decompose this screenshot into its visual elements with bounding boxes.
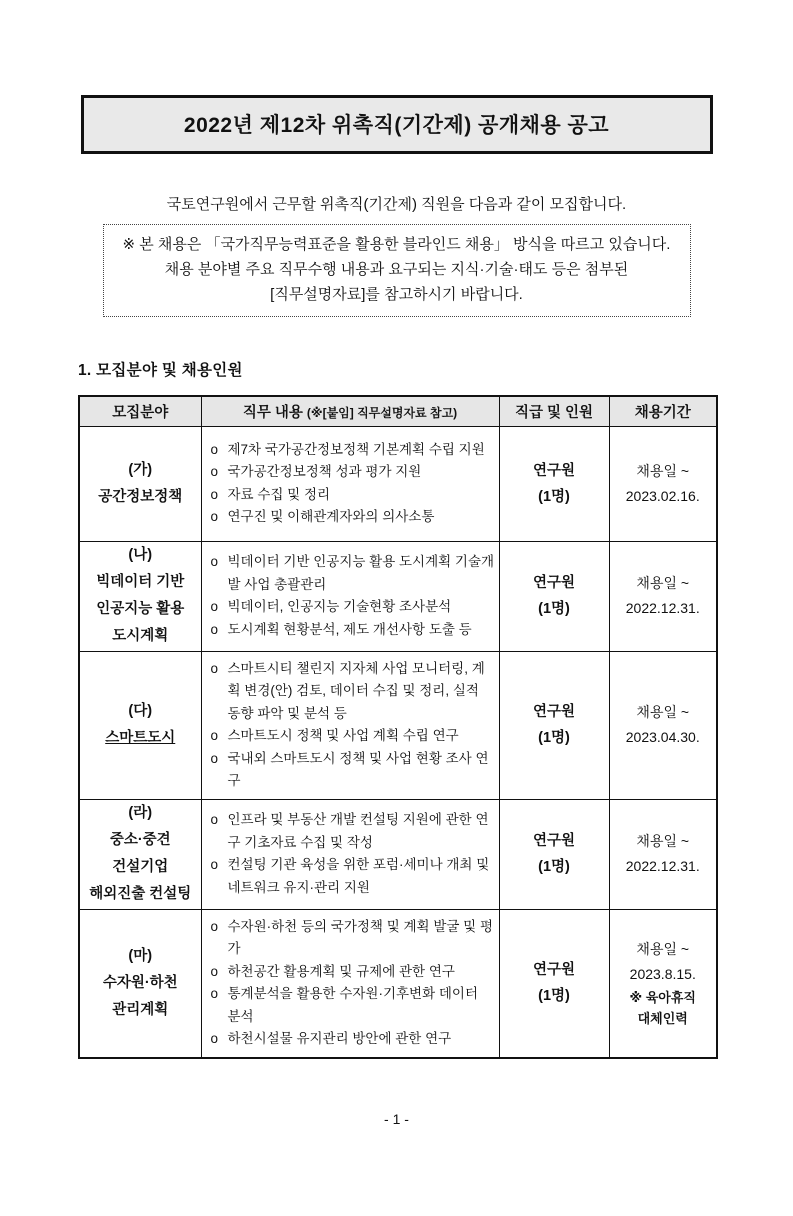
grade-line: 연구원 (532, 575, 576, 591)
period-line: 채용일 ~ (636, 941, 690, 957)
table-row (79, 541, 717, 651)
bullet-marker: o (210, 857, 219, 872)
bullet-marker: o (210, 554, 219, 569)
document-page (0, 95, 793, 1216)
field-cell (79, 799, 201, 909)
header-field: 모집분야 (79, 396, 201, 426)
notice-line: ※ 본 채용은 「국가직무능력표준을 활용한 블라인드 채용」 방식을 따르고 있습니다. (122, 236, 671, 253)
duty-item (211, 854, 495, 899)
bullet-marker: o (210, 918, 219, 934)
duty-item (211, 658, 495, 726)
bullet-marker: o (210, 486, 219, 502)
field-cell (79, 541, 201, 651)
grade-cell (499, 909, 609, 1058)
bullet-marker: o (210, 986, 219, 1001)
period-cell (609, 426, 717, 541)
grade-line: (1명) (538, 730, 570, 746)
recruitment-table (78, 395, 718, 1059)
period-line: 2023.02.16. (625, 487, 700, 504)
bullet-marker: o (210, 441, 219, 457)
duty-text: 국내외 스마트도시 정책 및 사업 현황 조사 연구 (227, 750, 489, 788)
page-number: - 1 - (384, 1110, 409, 1127)
bullet-marker: o (210, 621, 219, 637)
duties-cell (201, 799, 499, 909)
duty-text: 제7차 국가공간정보정책 기본계획 수립 지원 (227, 441, 485, 457)
grade-line: (1명) (538, 988, 570, 1004)
duties-cell (201, 426, 499, 541)
duty-text: 도시계획 현황분석, 제도 개선사항 도출 등 (227, 621, 472, 637)
period-cell (609, 541, 717, 651)
field-line: (나) (128, 547, 153, 563)
grade-cell (499, 799, 609, 909)
duty-text: 연구진 및 이해관계자와의 의사소통 (227, 509, 435, 524)
field-line: 관리계획 (112, 1001, 169, 1018)
header-period: 채용기간 (609, 396, 717, 426)
notice-line: 채용 분야별 주요 직무수행 내용과 요구되는 지식·기술·태도 등은 첨부된 (164, 261, 629, 278)
grade-line: 연구원 (532, 833, 576, 849)
grade-cell (499, 541, 609, 651)
table-row (79, 799, 717, 909)
duty-text: 스마트시티 챌린지 지자체 사업 모니터링, 계획 변경(안) 검토, 데이터 수집 및 정리, 실적 동향 파악 및 분석 등 (227, 660, 485, 721)
duty-text: 빅데이터, 인공지능 기술현황 조사분석 (227, 599, 452, 614)
duty-item (211, 551, 495, 596)
intro-sentence: 국토연구원에서 근무할 위촉직(기간제) 직원을 다음과 같이 모집합니다. (166, 196, 627, 213)
duty-item (211, 596, 495, 619)
duty-text: 컨설팅 기관 육성을 위한 포럼·세미나 개최 및 네트워크 유지·관리 지원 (227, 857, 490, 895)
field-line: (마) (128, 947, 153, 964)
field-cell (79, 909, 201, 1058)
duty-text: 통계분석을 활용한 수자원·기후변화 데이터 분석 (227, 986, 478, 1024)
period-cell (609, 799, 717, 909)
duty-item (211, 1028, 495, 1051)
period-line: 2023.04.30. (625, 729, 700, 745)
field-line: 인공지능 활용 (96, 601, 185, 617)
field-cell (79, 426, 201, 541)
period-line: ※ 육아휴직 (629, 990, 696, 1005)
duty-item (211, 484, 495, 507)
grade-cell (499, 651, 609, 799)
period-line: 2022.12.31. (625, 858, 700, 874)
period-cell (609, 909, 717, 1058)
period-line: 채용일 ~ (636, 833, 690, 849)
duties-cell (201, 909, 499, 1058)
page-title: 2022년 제12차 위촉직(기간제) 공개채용 공고 (183, 114, 610, 137)
grade-line: (1명) (538, 859, 570, 875)
duty-text: 하천시설물 유지관리 방안에 관한 연구 (227, 1031, 452, 1046)
field-line: 건설기업 (112, 859, 169, 875)
bullet-marker: o (210, 728, 219, 743)
field-line: 도시계획 (112, 628, 169, 644)
duties-cell (201, 651, 499, 799)
field-line: 수자원·하천 (102, 974, 178, 991)
table-row (79, 651, 717, 799)
notice-line: [직무설명자료]를 참고하시기 바랍니다. (270, 286, 523, 303)
table-row (79, 426, 717, 541)
header-grade: 직급 및 인원 (499, 396, 609, 426)
duty-item (211, 961, 495, 984)
bullet-marker: o (210, 509, 219, 524)
duty-text: 수자원·하천 등의 국가정책 및 계획 발굴 및 평가 (227, 918, 493, 956)
bullet-marker: o (210, 464, 219, 479)
duty-item (211, 809, 495, 854)
notice-box (103, 224, 691, 317)
duty-text: 스마트도시 정책 및 사업 계획 수립 연구 (227, 728, 459, 743)
field-line: 빅데이터 기반 (96, 574, 185, 590)
bullet-marker: o (210, 963, 219, 979)
field-line: (다) (128, 703, 153, 719)
table-row (79, 909, 717, 1058)
field-line: (가) (128, 461, 153, 478)
duty-text: 하천공간 활용계획 및 규제에 관한 연구 (227, 963, 455, 979)
duty-item (211, 916, 495, 961)
section-heading: 1. 모집분야 및 채용인원 (78, 362, 243, 379)
duty-text: 인프라 및 부동산 개발 컨설팅 지원에 관한 연구 기초자료 수집 및 작성 (227, 812, 489, 850)
period-line: 2022.12.31. (625, 600, 700, 616)
bullet-marker: o (210, 1031, 219, 1046)
bullet-marker: o (210, 599, 219, 614)
duty-item (211, 461, 495, 484)
period-line: 대체인력 (637, 1011, 688, 1026)
field-line: 중소·중견 (109, 832, 171, 848)
grade-line: 연구원 (532, 962, 576, 978)
field-line: (라) (128, 805, 153, 821)
duty-text: 빅데이터 기반 인공지능 활용 도시계획 기술개발 사업 총괄관리 (227, 554, 495, 592)
duty-item (211, 619, 495, 642)
duty-item (211, 725, 495, 748)
field-line: 스마트도시 (105, 730, 176, 746)
bullet-marker: o (210, 750, 219, 766)
period-line: 채용일 ~ (636, 704, 690, 720)
period-cell (609, 651, 717, 799)
header-duties-note: (※[붙임] 직무설명자료 참고) (306, 405, 458, 420)
period-line: 채용일 ~ (636, 462, 690, 479)
grade-line: (1명) (538, 488, 570, 505)
bullet-marker: o (210, 660, 219, 676)
period-line: 채용일 ~ (636, 575, 690, 591)
field-line: 공간정보정책 (98, 488, 183, 505)
duty-item (211, 983, 495, 1028)
table-header-row (79, 396, 717, 426)
duty-item (211, 748, 495, 793)
grade-line: (1명) (538, 601, 570, 617)
header-duties-main: 직무 내용 (242, 404, 303, 421)
bullet-marker: o (210, 812, 219, 827)
duty-text: 국가공간정보정책 성과 평가 지원 (227, 464, 422, 479)
field-cell (79, 651, 201, 799)
header-duties (201, 396, 499, 426)
duty-item (211, 506, 495, 529)
duty-item (211, 439, 495, 462)
period-line: 2023.8.15. (629, 966, 696, 982)
recruitment-table-body (79, 426, 717, 1058)
field-line: 해외진출 컨설팅 (89, 886, 192, 902)
duty-text: 자료 수집 및 정리 (227, 486, 331, 502)
title-box (81, 95, 713, 154)
grade-cell (499, 426, 609, 541)
duties-cell (201, 541, 499, 651)
grade-line: 연구원 (532, 462, 576, 479)
grade-line: 연구원 (532, 704, 576, 720)
